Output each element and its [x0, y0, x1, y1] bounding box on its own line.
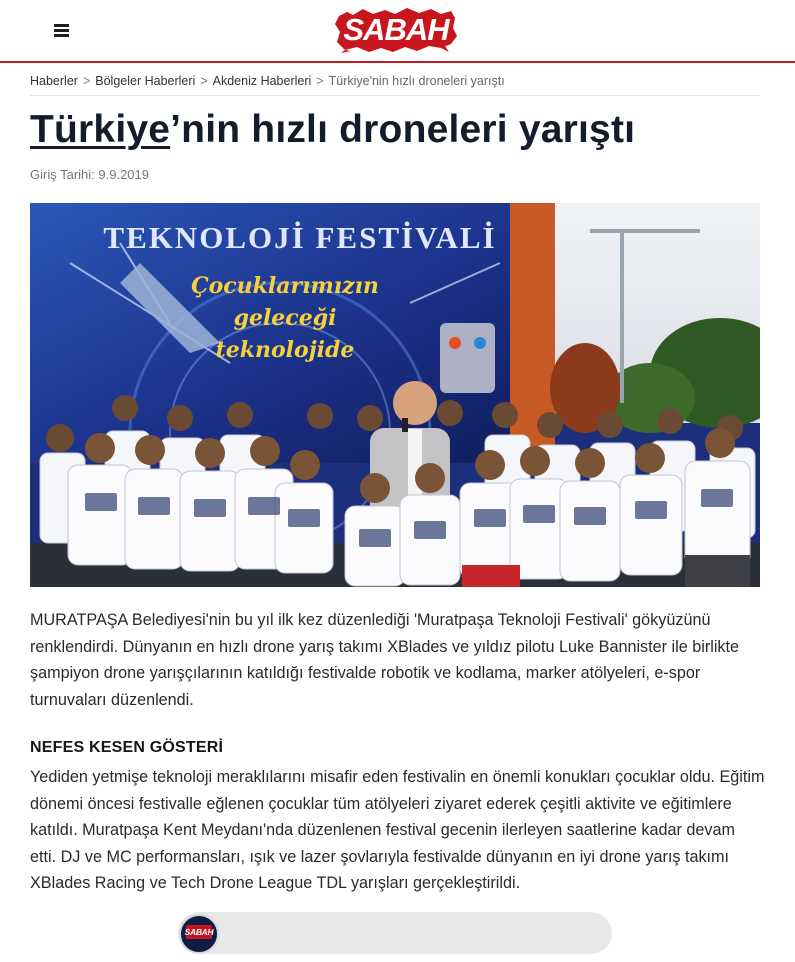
- breadcrumb-current: Türkiye'nin hızlı droneleri yarıştı: [328, 74, 505, 88]
- breadcrumb-link-akdeniz-haberleri[interactable]: Akdeniz Haberleri: [212, 74, 312, 88]
- logo-text: SABAH: [343, 12, 449, 47]
- banner-slogan-line-3: teknolojide: [215, 337, 355, 363]
- breadcrumb-link-bolgeler-haberleri[interactable]: Bölgeler Haberleri: [95, 74, 196, 88]
- breadcrumb-separator: >: [82, 74, 91, 88]
- article-title-rest: ’nin hızlı droneleri yarıştı: [170, 108, 636, 151]
- article-paragraph: Yediden yetmişe teknoloji meraklılarını misafir eden festivalin en önemli konukları çocuklar oldu. Eğitim dönemi öncesi festivalle eğlenen çocuklar tüm atölyeleri ziyaret ederek çeşitli aktivite ve eğitimlere katıldı. Muratpaşa Kent Meydanı'nda düzenlenen festival gecenin ilerleyen saatlerine kadar devam etti. DJ ve MC performansları, ışık ve lazer şovlarıyla festivalde dünyanın en iyi drone yarış takımı XBlades Racing ve Tech Drone League TDL yarışları gerçekleştirildi.: [30, 768, 765, 892]
- breadcrumb-separator: >: [200, 74, 208, 88]
- embedded-media-bar[interactable]: [178, 912, 612, 954]
- sabah-logo[interactable]: [333, 6, 459, 54]
- banner-slogan-line-2: geleceği: [233, 305, 337, 331]
- player-logo-text: SABAH: [184, 927, 214, 937]
- hamburger-menu-icon[interactable]: [54, 24, 69, 37]
- article-title: [30, 106, 770, 154]
- site-header: [0, 0, 795, 63]
- breadcrumb: [30, 74, 760, 96]
- article-paragraph: MURATPAŞA Belediyesi'nin bu yıl ilk kez düzenlediği 'Muratpaşa Teknoloji Festivali' gökyüzünü renklendirdi. Dünyanın en hızlı drone yarış takımı XBlades ve yıldız pilotu Luke Bannister ile birlikte şampiyon drone yarışçılarının katıldığı festivalde robotik ve kodlama, marker atölyeleri, e-spor turnuvaları düzenlendi.: [30, 611, 740, 709]
- breadcrumb-link-haberler[interactable]: Haberler: [30, 74, 78, 88]
- player-sabah-logo[interactable]: [179, 914, 219, 954]
- breadcrumb-separator: >: [316, 74, 324, 88]
- festival-photo-illustration: [30, 203, 760, 587]
- article-title-link[interactable]: Türkiye: [30, 108, 171, 151]
- article-subheading: NEFES KESEN GÖSTERİ: [30, 739, 224, 756]
- publish-date: Giriş Tarihi: 9.9.2019: [30, 167, 149, 182]
- banner-slogan-line-1: Çocuklarımızın: [191, 273, 379, 299]
- article-photo: [30, 203, 760, 587]
- banner-title: TEKNOLOJİ FESTİVALİ: [103, 220, 497, 255]
